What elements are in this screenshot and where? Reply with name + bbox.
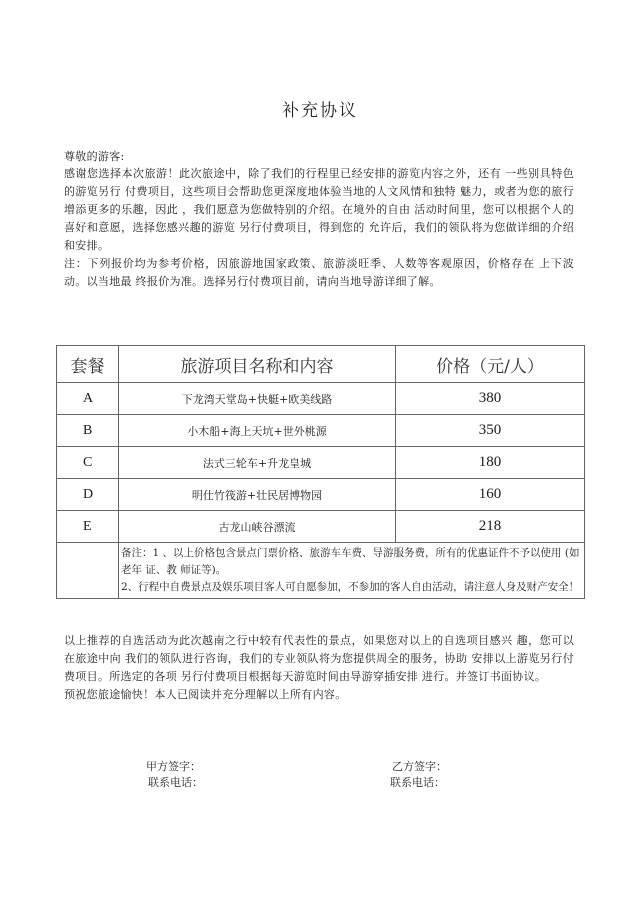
package-name: 小木船+海上天坑+世外桃源 (119, 415, 396, 447)
party-a-signature-label: 甲方签字： (146, 760, 201, 773)
party-b-signature-label: 乙方签字： (392, 760, 447, 773)
closing-paragraph: 以上推荐的自选活动为此次越南之行中较有代表性的景点，如果您对以上的自选项目感兴 趣，您可以在旅途中向 我们的领队进行咨询，我们的专业领队将为您提供周全的服务，协助 安排以上游览另行付费项目。所选定的各项 另行付费项目根据每天游览时间由导游穿插安排 进行。并签订书面协议。 (64, 634, 574, 683)
package-table (56, 345, 585, 599)
package-code: B (57, 415, 119, 447)
package-price: 180 (396, 447, 585, 479)
package-name: 法式三轮车+升龙皇城 (119, 447, 396, 479)
package-code: D (57, 479, 119, 511)
package-name: 古龙山峡谷漂流 (119, 511, 396, 543)
table-header-row (57, 346, 585, 383)
price-note: 注：下列报价均为参考价格，因旅游地国家政策、旅游淡旺季、人数等客观原因，价格存在 上下波动。以当地最 终报价为准。选择另行付费项目前，请向当地导游详细了解。 (64, 257, 574, 288)
remark-2: 2、行程中自费景点及娱乐项目客人可自愿参加，不参加的客人自由活动，请注意人身及财产安全！ (121, 581, 580, 593)
table-row (57, 383, 585, 415)
package-code: C (57, 447, 119, 479)
party-b-phone-label: 联系电话： (390, 776, 445, 789)
table-row (57, 415, 585, 447)
package-name: 下龙湾天堂岛+快艇+欧美线路 (119, 383, 396, 415)
package-price: 350 (396, 415, 585, 447)
remarks-empty-cell (57, 543, 119, 599)
closing-section (64, 632, 574, 704)
package-code: E (57, 511, 119, 543)
table-row (57, 447, 585, 479)
party-a-phone-label: 联系电话： (148, 776, 203, 789)
table-row (57, 511, 585, 543)
package-price: 160 (396, 479, 585, 511)
greeting: 尊敬的游客: (64, 150, 125, 163)
package-name: 明仕竹筏游+壮民居博物园 (119, 479, 396, 511)
remark-1: 备注：1 、以上价格包含景点门票价格、旅游车车费、导游服务费，所有的优惠证件不予以使用 (如老年 证、教 师证等)。 (121, 547, 580, 576)
document-title: 补充协议 (282, 101, 358, 121)
intro-paragraph: 感谢您选择本次旅游！此次旅途中，除了我们的行程里已经安排的游览内容之外，还有 一些别具特色的游览另行 付费项目，这些项目会帮助您更深度地体验当地的人文风情和独特 魅力，或者为您的旅行增添更多的乐趣，因此 ，我们愿意为您做特别的介绍。在境外的自由 活动时间里，您可以根据个人的喜好和意愿，选择您感兴趣的游览 另行付费项目，得到您的 允许后，我们的领队将为您做详细的介绍和安排。 (64, 167, 574, 252)
package-code: A (57, 383, 119, 415)
closing-wish: 预祝您旅途愉快！本人已阅读并充分理解以上所有内容。 (64, 688, 347, 701)
table-row (57, 479, 585, 511)
remarks-row (57, 543, 585, 599)
header-package: 套餐 (57, 346, 119, 383)
package-price: 380 (396, 383, 585, 415)
header-price: 价格（元/人） (396, 346, 585, 383)
remarks-cell (119, 543, 585, 599)
header-name: 旅游项目名称和内容 (119, 346, 396, 383)
package-price: 218 (396, 511, 585, 543)
